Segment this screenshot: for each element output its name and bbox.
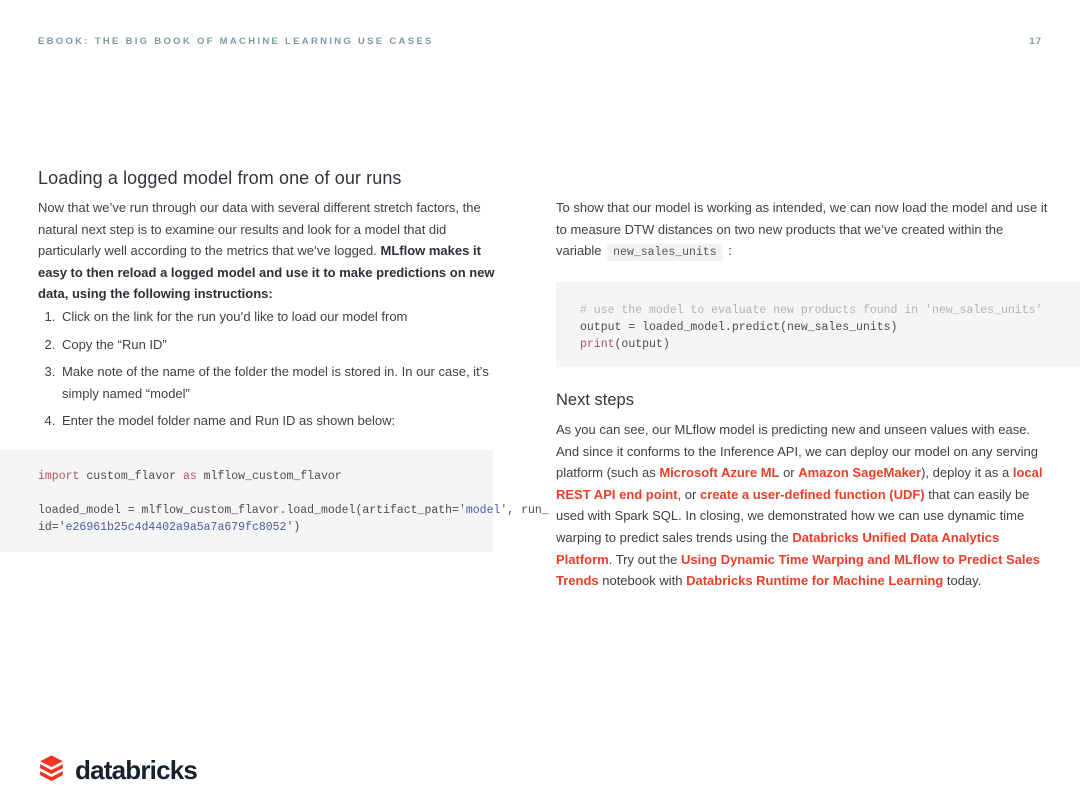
right-intro-paragraph [556, 197, 1048, 264]
text-segment: : [724, 243, 732, 259]
code-token: import [38, 470, 80, 483]
databricks-logo [36, 753, 197, 786]
text-segment: notebook with [598, 573, 687, 589]
instruction-list [42, 306, 511, 438]
next-steps-paragraph [556, 419, 1048, 592]
text-link[interactable]: Using Dynamic Time Warping and MLflow to Predict Sales Trends [556, 551, 1041, 589]
text-segment: As you can see, our MLflow model is predicting new and unseen values with ease. And since it conforms to the Inference API, we can deploy our model on any serving platform (such as [556, 422, 1038, 481]
text-link[interactable]: Databricks Runtime for Machine Learning [686, 573, 944, 589]
code-token: as [182, 470, 197, 483]
code-token: # use the model to evaluate new products found in 'new_sales_units' [580, 304, 1043, 317]
list-item: 2. Copy the “Run ID” [59, 334, 511, 356]
code-token: print [580, 338, 615, 351]
code-line [38, 502, 549, 519]
code-block-predict [556, 282, 1080, 367]
code-token: ) [293, 521, 301, 534]
text-segment: that can easily be used with Spark SQL. In closing, we demonstrated how we can use dynamic time warping to predict sales trends using the [556, 486, 1030, 545]
code-token: 'e26961b25c4d4402a9a5a7a679fc8052' [58, 521, 294, 534]
text-segment: MLflow makes it easy to then reload a logged model and use it to make predictions on new data, using the following instructions: [38, 243, 495, 302]
text-segment: , or [677, 486, 700, 502]
list-item: 1. Click on the link for the run you’d like to load our model from [59, 306, 511, 328]
section-heading: Loading a logged model from one of our runs [38, 168, 402, 188]
text-segment: today. [943, 573, 982, 589]
code-token: , run_ [507, 504, 549, 517]
code-token: 'model' [458, 504, 508, 517]
inline-code: new_sales_units [607, 244, 723, 261]
text-segment: Now that we’ve run through our data with several different stretch factors, the natural next step is to examine our results and look for a model that did particularly well according to the metrics that we’ve logged. [38, 200, 481, 259]
list-item: 4. Enter the model folder name and Run ID as shown below: [59, 410, 511, 432]
text-link[interactable]: Databricks Unified Data Analytics Platform [556, 529, 1000, 567]
text-link[interactable]: Amazon SageMaker [798, 465, 922, 481]
code-block-load-model [0, 450, 549, 552]
header-eyebrow: EBOOK: THE BIG BOOK OF MACHINE LEARNING USE CASES [38, 36, 434, 47]
databricks-wordmark: databricks [75, 754, 198, 785]
text-link[interactable]: create a user-defined function (UDF) [699, 486, 925, 502]
list-item: 3. Make note of the name of the folder the model is stored in. In our case, it’s simply named “model” [59, 361, 511, 404]
code-line [580, 336, 1080, 353]
text-link[interactable]: local REST API end point [556, 465, 1043, 502]
left-intro-paragraph [38, 197, 504, 305]
page-number: 17 [1029, 36, 1042, 47]
code-line [38, 519, 493, 536]
code-line [580, 319, 1080, 336]
code-token: mlflow_custom_flavor [196, 470, 342, 483]
code-token: (output) [614, 338, 670, 351]
next-steps-heading: Next steps [556, 391, 634, 409]
code-token: custom_flavor [79, 470, 183, 483]
text-segment: or [779, 465, 799, 481]
text-segment: To show that our model is working as intended, we can now load the model and use it to measure DTW distances on two new products that we’ve created within the variable [556, 200, 1048, 259]
code-token: loaded_model = mlflow_custom_flavor.load_model(artifact_path= [38, 504, 459, 517]
text-link[interactable]: Microsoft Azure ML [659, 465, 780, 481]
code-token: output = loaded_model.predict(new_sales_units) [580, 321, 898, 334]
code-line [38, 468, 493, 485]
text-segment: ), deploy it as a [921, 465, 1013, 481]
databricks-logo-icon [36, 753, 67, 786]
code-line [580, 302, 1080, 319]
code-token: id= [38, 521, 59, 534]
code-line [38, 485, 493, 502]
text-segment: . Try out the [608, 551, 681, 567]
